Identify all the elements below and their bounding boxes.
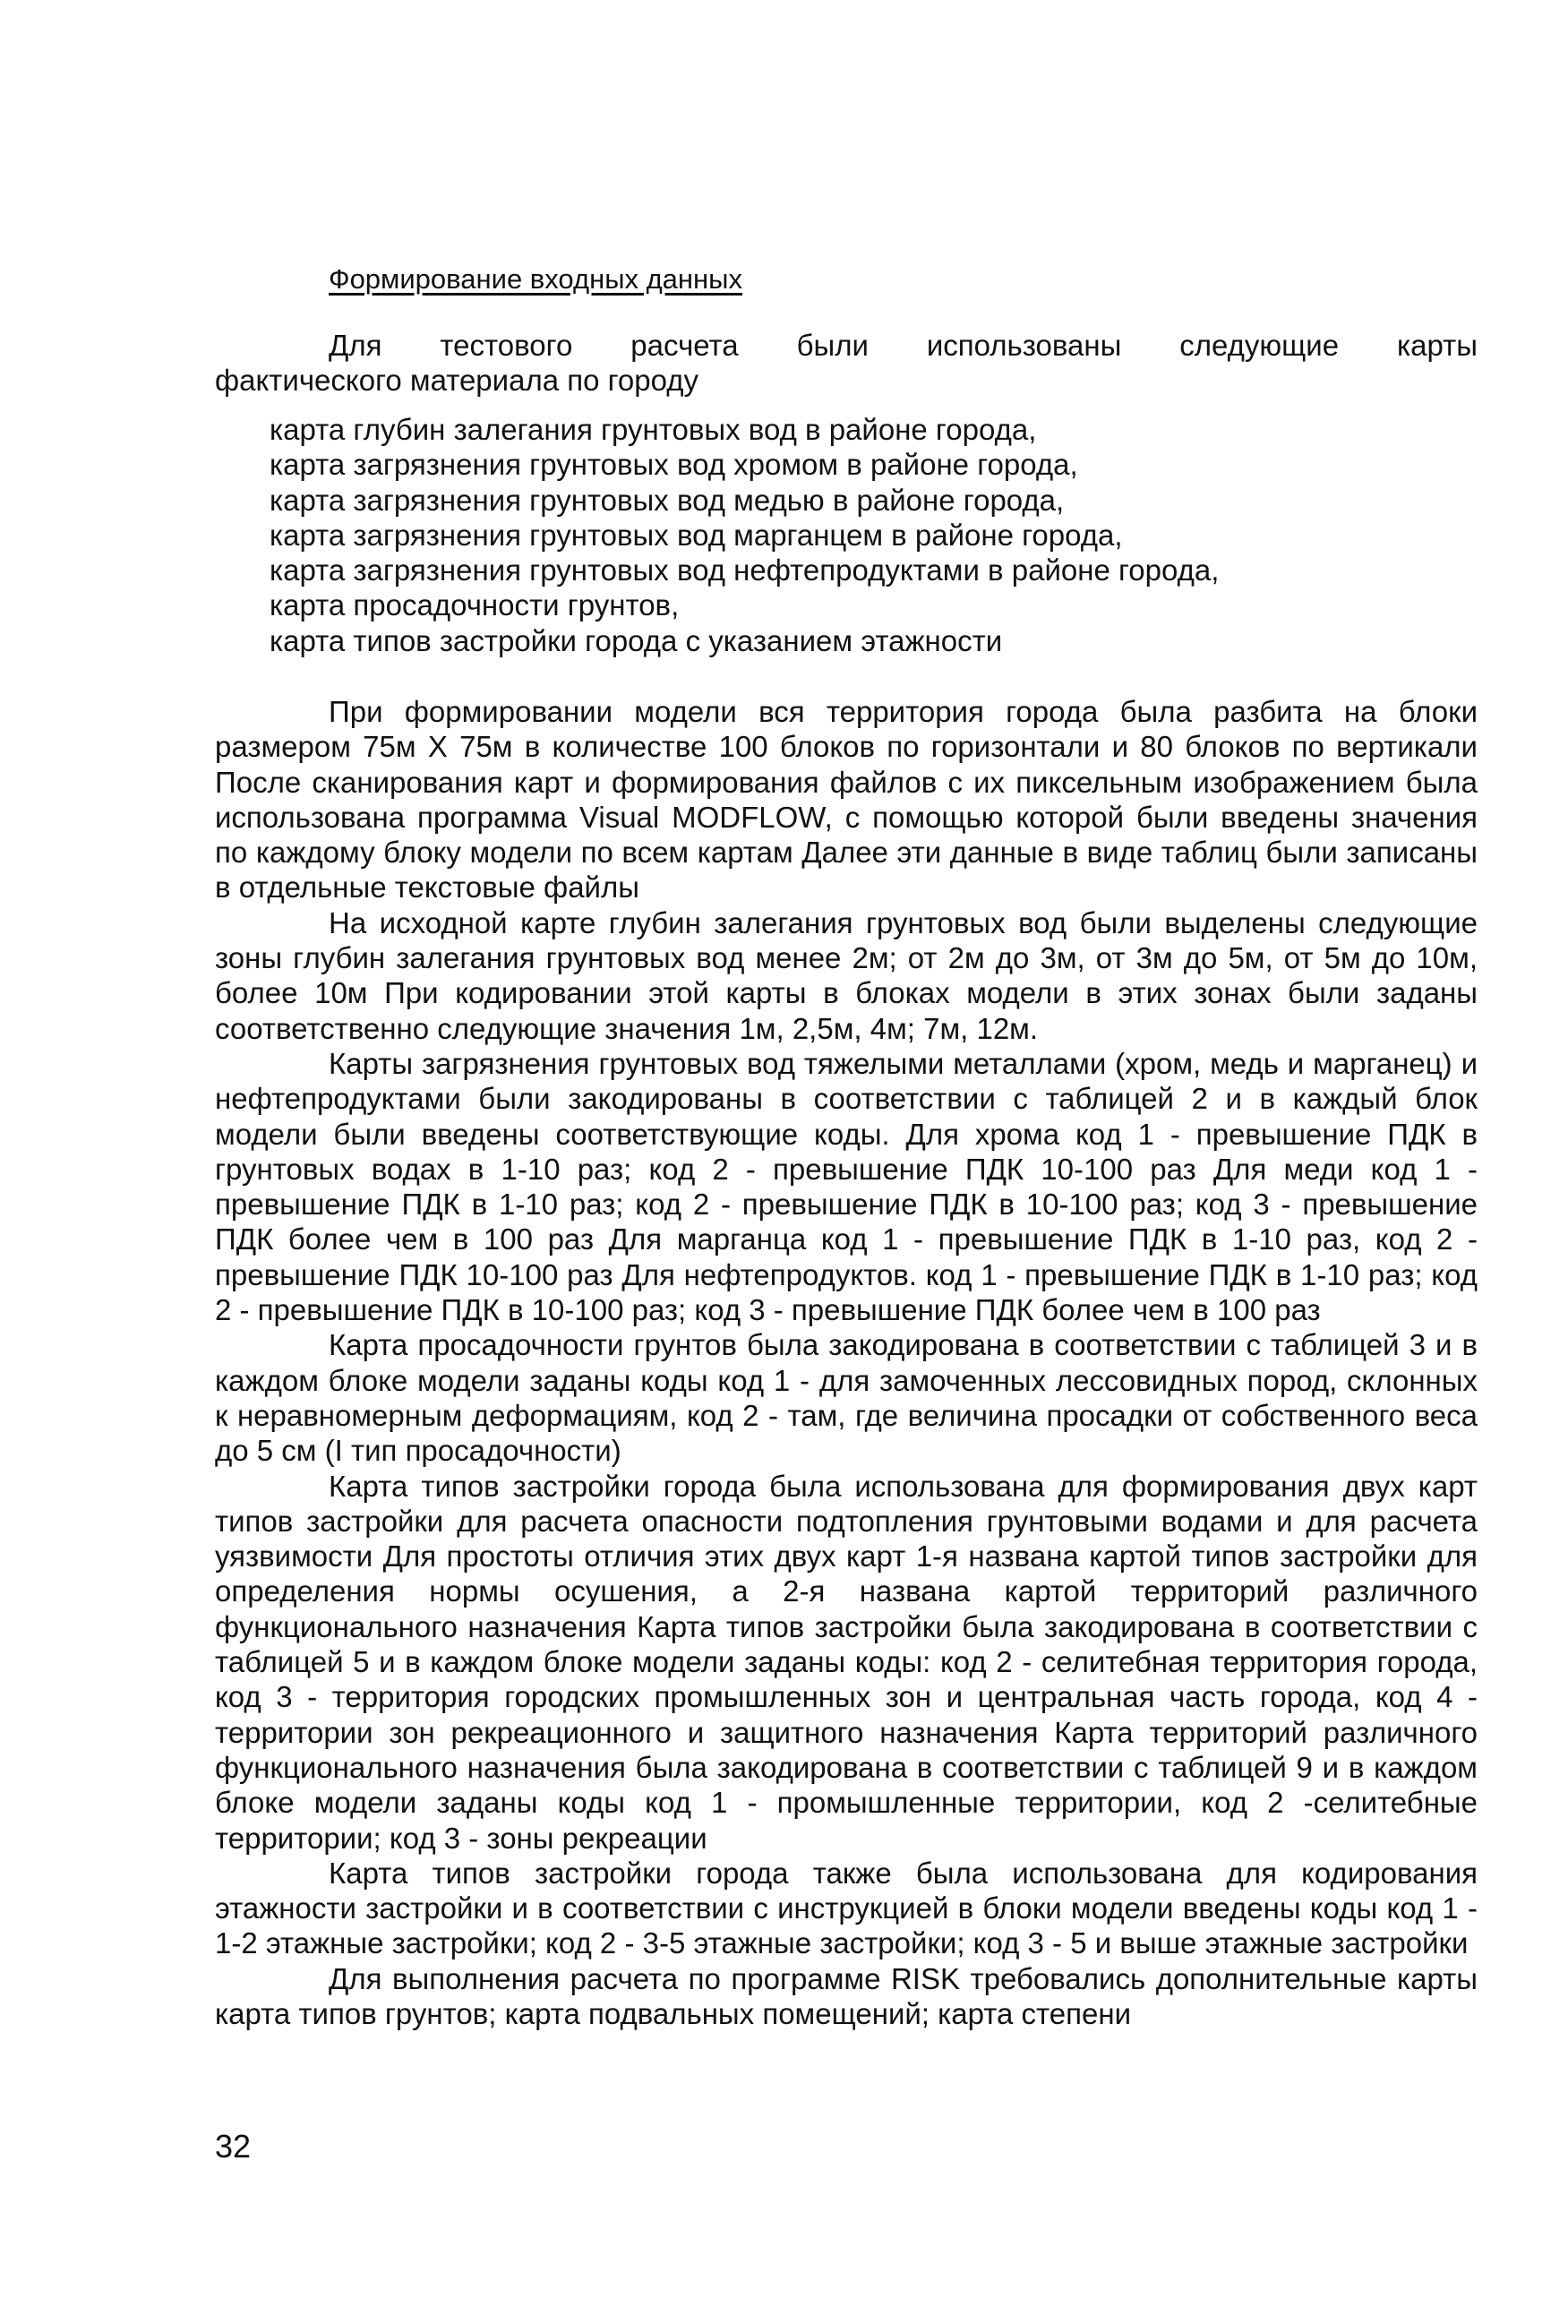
list-item: карта загрязнения грунтовых вод медью в районе города, [270, 483, 1065, 517]
list-item: карта загрязнения грунтовых вод хромом в районе города, [270, 448, 1078, 482]
paragraph-building-types: Карта типов застройки города была использована для формирования двух карт типов застройки для расчета опасности подтопления грунтовыми водами и для расчета уязвимости Для простоты отличия этих двух карт 1-я названа картой типов застройки для определения нормы осушения, а 2-я названа картой территорий различного функционального назначения Карта типов застройки была закодирована в соответствии с таблицей 5 и в каждом блоке модели заданы коды: код 2 - селитебная территория города, код 3 - территория городских промышленных зон и центральная часть города, код 4 - территории зон рекреационного и защитного назначения Карта территорий различного функционального назначения была закодирована в соответствии с таблицей 9 и в каждом блоке модели заданы коды код 1 - промышленные территории, код 2 -селитебные территории; код 3 - зоны рекреации [215, 1469, 1478, 1855]
paragraph-heavy-metals: Карты загрязнения грунтовых вод тяжелыми металлами (хром, медь и марганец) и нефтепродуктами были закодированы в соответствии с таблицей 2 и в каждый блок модели были введены соответствующие коды. Для хрома код 1 - превышение ПДК в грунтовых водах в 1-10 раз; код 2 - превышение ПДК 10-100 раз Для меди код 1 - превышение ПДК в 1-10 раз; код 2 - превышение ПДК в 10-100 раз; код 3 - превышение ПДК более чем в 100 раз Для марганца код 1 - превышение ПДК в 1-10 раз, код 2 - превышение ПДК 10-100 раз Для нефтепродуктов. код 1 - превышение ПДК в 1-10 раз; код 2 - превышение ПДК в 10-100 раз; код 3 - превышение ПДК более чем в 100 раз [215, 1046, 1478, 1327]
main-text [215, 694, 1478, 2031]
list-item: карта загрязнения грунтовых вод марганцем в районе города, [270, 518, 1123, 552]
paragraph-model-blocks: При формировании модели вся территория города была разбита на блоки размером 75м X 75м в количестве 100 блоков по горизонтали и 80 блоков по вертикали После сканирования карт и формирования файлов с их пиксельным изображением была использована программа Visual MODFLOW, с помощью которой были введены значения по каждому блоку модели по всем картам Далее эти данные в виде таблиц были записаны в отдельные текстовые файлы [215, 695, 1478, 905]
intro-line-1: Для тестового расчета были использованы следующие карты [329, 329, 1478, 362]
list-item: карта глубин залегания грунтовых вод в районе города, [270, 413, 1037, 446]
paragraph-subsidence: Карта просадочности грунтов была закодирована в соответствии с таблицей 3 и в каждом блоке модели заданы коды код 1 - для замоченных лессовидных пород, склонных к неравномерным деформациям, код 2 - там, где величина просадки от собственного веса до 5 см (I тип просадочности) [215, 1328, 1478, 1468]
page-number: 32 [215, 2128, 252, 2165]
paragraph-risk-maps: Для выполнения расчета по программе RISK требовались дополнительные карты карта типов грунтов; карта подвальных помещений; карта степени [215, 1961, 1478, 2030]
intro-paragraph [215, 328, 1478, 399]
list-item: карта загрязнения грунтовых вод нефтепродуктами в районе города, [270, 553, 1220, 587]
list-item: карта просадочности грунтов, [270, 588, 680, 622]
paragraph-storeys: Карта типов застройки города также была использована для кодирования этажности застройки и в соответствии с инструкцией в блоки модели введены коды код 1 - 1-2 этажные застройки; код 2 - 3-5 этажные застройки; код 3 - 5 и выше этажные застройки [215, 1856, 1478, 1960]
section-heading: Формирование входных данных [329, 263, 742, 295]
maps-list [270, 412, 1434, 658]
paragraph-groundwater-depth: На исходной карте глубин залегания грунтовых вод были выделены следующие зоны глубин залегания грунтовых вод менее 2м; от 2м до 3м, от 3м до 5м, от 5м до 10м, более 10м При кодировании этой карты в блоках модели в этих зонах были заданы соответственно следующие значения 1м, 2,5м, 4м; 7м, 12м. [215, 905, 1478, 1045]
list-item: карта типов застройки города с указанием этажности [270, 623, 1003, 657]
intro-line-2: фактического материала по городу [215, 364, 699, 398]
